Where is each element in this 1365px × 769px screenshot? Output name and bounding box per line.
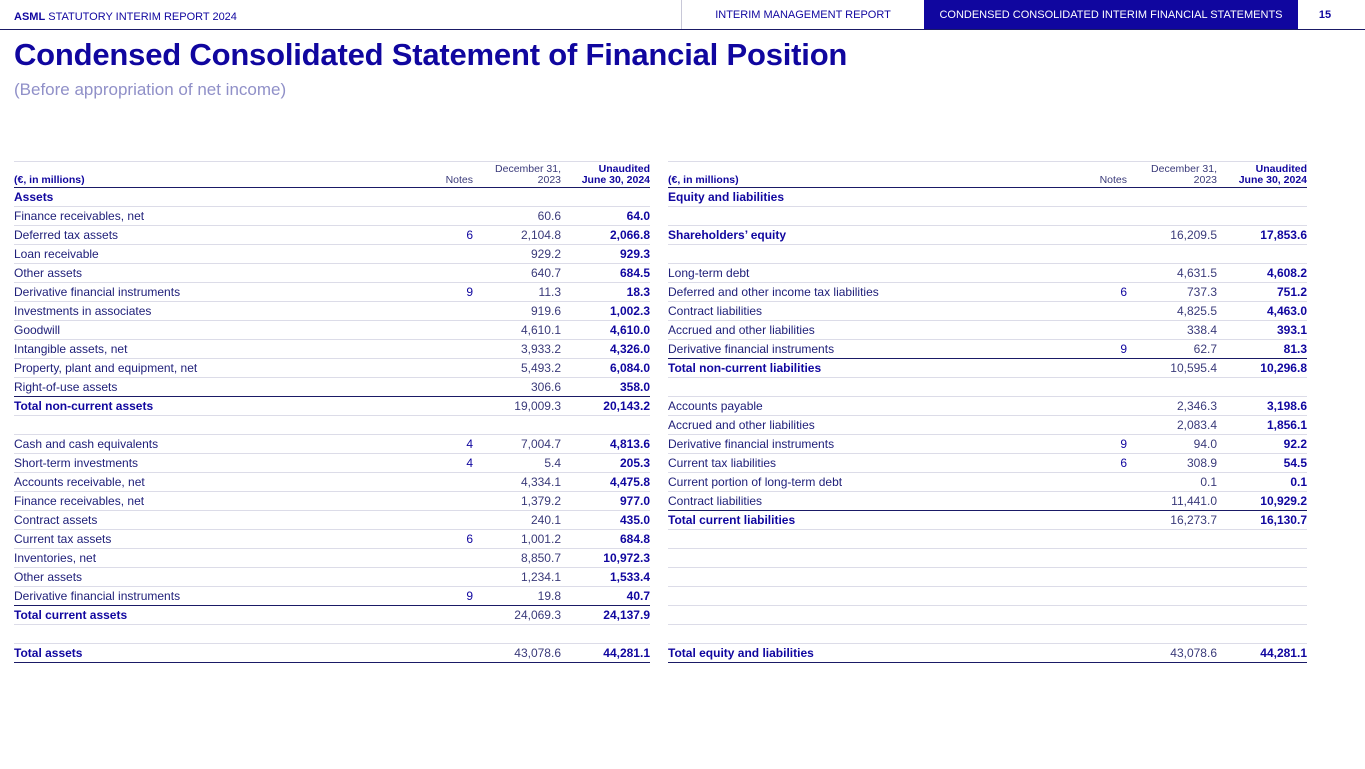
- total-row: [14, 397, 650, 416]
- spacer-row: [668, 606, 1307, 625]
- row-value-jun-2024: [1217, 530, 1307, 549]
- row-value-dec-2023: 16,273.7: [1127, 511, 1217, 530]
- table-row: [668, 435, 1307, 454]
- row-notes: [1058, 530, 1127, 549]
- row-label: [668, 245, 1058, 264]
- row-label: Shareholders’ equity: [668, 226, 1058, 245]
- spacer-row: [668, 207, 1307, 226]
- row-label: Total assets: [14, 644, 404, 663]
- table-row: [14, 473, 650, 492]
- row-notes: 9: [404, 587, 473, 606]
- row-value-dec-2023: 1,001.2: [473, 530, 561, 549]
- row-label: [668, 549, 1058, 568]
- spacer-row: [668, 245, 1307, 264]
- brand-name: ASML: [14, 11, 46, 23]
- row-label: [668, 606, 1058, 625]
- row-value-dec-2023: [473, 188, 561, 207]
- row-value-dec-2023: [1127, 530, 1217, 549]
- row-value-dec-2023: 0.1: [1127, 473, 1217, 492]
- row-notes: [404, 359, 473, 378]
- row-notes: [404, 188, 473, 207]
- row-value-jun-2024: 16,130.7: [1217, 511, 1307, 530]
- table-row: [14, 378, 650, 397]
- row-notes: [1058, 606, 1127, 625]
- row-notes: [404, 606, 473, 625]
- row-value-jun-2024: 10,929.2: [1217, 492, 1307, 511]
- row-notes: [404, 473, 473, 492]
- row-value-dec-2023: 2,104.8: [473, 226, 561, 245]
- table-row: [668, 473, 1307, 492]
- row-value-dec-2023: 4,334.1: [473, 473, 561, 492]
- row-notes: 9: [1058, 340, 1127, 359]
- row-label: Deferred and other income tax liabilities: [668, 283, 1058, 302]
- row-notes: [404, 397, 473, 416]
- table-row: [14, 207, 650, 226]
- section-header-row: [14, 188, 650, 207]
- row-notes: [1058, 492, 1127, 511]
- row-value-dec-2023: 94.0: [1127, 435, 1217, 454]
- row-value-dec-2023: 308.9: [1127, 454, 1217, 473]
- row-value-jun-2024: 929.3: [561, 245, 650, 264]
- row-label: Intangible assets, net: [14, 340, 404, 359]
- row-label: [668, 625, 1058, 644]
- row-value-jun-2024: 10,972.3: [561, 549, 650, 568]
- row-notes: [1058, 644, 1127, 663]
- row-notes: [1058, 511, 1127, 530]
- total-row: [668, 511, 1307, 530]
- row-value-dec-2023: [1127, 188, 1217, 207]
- table-row: [14, 359, 650, 378]
- row-label: Accrued and other liabilities: [668, 416, 1058, 435]
- column-header-notes: Notes: [1058, 162, 1127, 188]
- row-notes: [404, 625, 473, 644]
- table-row: [668, 264, 1307, 283]
- row-value-jun-2024: [561, 625, 650, 644]
- row-value-jun-2024: 44,281.1: [561, 644, 650, 663]
- row-value-dec-2023: [1127, 245, 1217, 264]
- row-label: Current portion of long-term debt: [668, 473, 1058, 492]
- row-value-dec-2023: 306.6: [473, 378, 561, 397]
- row-label: Derivative financial instruments: [668, 435, 1058, 454]
- row-value-jun-2024: 18.3: [561, 283, 650, 302]
- row-value-dec-2023: 7,004.7: [473, 435, 561, 454]
- row-notes: [1058, 321, 1127, 340]
- row-notes: [404, 264, 473, 283]
- row-value-dec-2023: 4,825.5: [1127, 302, 1217, 321]
- row-value-jun-2024: 977.0: [561, 492, 650, 511]
- table-row: [668, 283, 1307, 302]
- row-notes: [404, 302, 473, 321]
- table-row: [14, 568, 650, 587]
- column-header-label: (€, in millions): [668, 162, 1058, 188]
- row-value-dec-2023: [1127, 606, 1217, 625]
- row-notes: [404, 416, 473, 435]
- row-notes: [1058, 302, 1127, 321]
- row-value-dec-2023: 60.6: [473, 207, 561, 226]
- row-notes: [1058, 416, 1127, 435]
- row-label: [14, 416, 404, 435]
- row-value-jun-2024: 0.1: [1217, 473, 1307, 492]
- row-label: Current tax liabilities: [668, 454, 1058, 473]
- row-value-dec-2023: 1,234.1: [473, 568, 561, 587]
- row-label: [14, 625, 404, 644]
- row-value-dec-2023: [1127, 378, 1217, 397]
- row-label: Short-term investments: [14, 454, 404, 473]
- row-value-jun-2024: [1217, 378, 1307, 397]
- spacer-row: [668, 549, 1307, 568]
- row-label: Property, plant and equipment, net: [14, 359, 404, 378]
- column-header-jun-2024: Unaudited June 30, 2024: [561, 162, 650, 188]
- total-row: [14, 606, 650, 625]
- row-value-dec-2023: 62.7: [1127, 340, 1217, 359]
- row-value-jun-2024: 44,281.1: [1217, 644, 1307, 663]
- spacer-row: [14, 625, 650, 644]
- report-name: STATUTORY INTERIM REPORT 2024: [48, 11, 237, 23]
- row-label: Derivative financial instruments: [14, 283, 404, 302]
- row-value-jun-2024: 64.0: [561, 207, 650, 226]
- row-value-jun-2024: [1217, 188, 1307, 207]
- spacer-row: [668, 378, 1307, 397]
- table-row: [14, 302, 650, 321]
- row-notes: [1058, 549, 1127, 568]
- spacer-row: [668, 568, 1307, 587]
- row-label: Equity and liabilities: [668, 188, 1058, 207]
- row-label: Derivative financial instruments: [14, 587, 404, 606]
- row-value-jun-2024: 20,143.2: [561, 397, 650, 416]
- row-value-jun-2024: [1217, 568, 1307, 587]
- table-row: [668, 340, 1307, 359]
- table-row: [14, 530, 650, 549]
- row-label: Other assets: [14, 264, 404, 283]
- table-row: [14, 321, 650, 340]
- table-row: [14, 492, 650, 511]
- table-row: [668, 416, 1307, 435]
- liabilities-header-row: [668, 162, 1307, 188]
- row-value-jun-2024: [1217, 606, 1307, 625]
- row-label: Other assets: [14, 568, 404, 587]
- row-notes: [1058, 359, 1127, 378]
- row-value-jun-2024: 4,475.8: [561, 473, 650, 492]
- row-value-dec-2023: 24,069.3: [473, 606, 561, 625]
- row-value-jun-2024: 92.2: [1217, 435, 1307, 454]
- row-label: Finance receivables, net: [14, 492, 404, 511]
- column-header-jun-2024: Unaudited June 30, 2024: [1217, 162, 1307, 188]
- row-value-jun-2024: [1217, 245, 1307, 264]
- row-label: Inventories, net: [14, 549, 404, 568]
- assets-header-row: [14, 162, 650, 188]
- row-value-jun-2024: 684.8: [561, 530, 650, 549]
- row-label: Derivative financial instruments: [668, 340, 1058, 359]
- row-label: Contract liabilities: [668, 302, 1058, 321]
- row-notes: [1058, 587, 1127, 606]
- row-value-jun-2024: 3,198.6: [1217, 397, 1307, 416]
- row-label: Total non-current liabilities: [668, 359, 1058, 378]
- row-label: Accounts receivable, net: [14, 473, 404, 492]
- row-value-dec-2023: 16,209.5: [1127, 226, 1217, 245]
- row-value-dec-2023: 929.2: [473, 245, 561, 264]
- table-row: [668, 454, 1307, 473]
- row-value-dec-2023: 43,078.6: [1127, 644, 1217, 663]
- column-header-label: (€, in millions): [14, 162, 404, 188]
- table-row: [14, 245, 650, 264]
- row-value-jun-2024: 54.5: [1217, 454, 1307, 473]
- row-value-dec-2023: 737.3: [1127, 283, 1217, 302]
- row-label: Total equity and liabilities: [668, 644, 1058, 663]
- page-number: 15: [1318, 8, 1332, 21]
- row-value-dec-2023: [1127, 625, 1217, 644]
- spacer-row: [668, 587, 1307, 606]
- row-value-jun-2024: [1217, 625, 1307, 644]
- row-label: [668, 568, 1058, 587]
- row-value-jun-2024: 1,856.1: [1217, 416, 1307, 435]
- row-notes: 6: [404, 530, 473, 549]
- row-value-jun-2024: 4,326.0: [561, 340, 650, 359]
- row-label: Current tax assets: [14, 530, 404, 549]
- row-value-jun-2024: 4,610.0: [561, 321, 650, 340]
- table-row: [14, 454, 650, 473]
- row-notes: [404, 340, 473, 359]
- row-notes: 9: [1058, 435, 1127, 454]
- row-value-dec-2023: [1127, 587, 1217, 606]
- row-label: Contract liabilities: [668, 492, 1058, 511]
- row-notes: [1058, 226, 1127, 245]
- row-label: Accrued and other liabilities: [668, 321, 1058, 340]
- row-value-jun-2024: [1217, 587, 1307, 606]
- row-label: Accounts payable: [668, 397, 1058, 416]
- row-notes: [1058, 473, 1127, 492]
- row-value-dec-2023: 640.7: [473, 264, 561, 283]
- row-label: Deferred tax assets: [14, 226, 404, 245]
- row-value-dec-2023: [1127, 207, 1217, 226]
- row-value-jun-2024: 2,066.8: [561, 226, 650, 245]
- row-value-dec-2023: 3,933.2: [473, 340, 561, 359]
- table-row: [14, 511, 650, 530]
- row-value-dec-2023: 240.1: [473, 511, 561, 530]
- row-value-jun-2024: 358.0: [561, 378, 650, 397]
- row-value-dec-2023: 1,379.2: [473, 492, 561, 511]
- row-value-dec-2023: 19.8: [473, 587, 561, 606]
- row-value-jun-2024: 17,853.6: [1217, 226, 1307, 245]
- row-label: Total non-current assets: [14, 397, 404, 416]
- row-notes: [1058, 397, 1127, 416]
- row-value-jun-2024: 684.5: [561, 264, 650, 283]
- row-value-dec-2023: [1127, 549, 1217, 568]
- row-value-jun-2024: 24,137.9: [561, 606, 650, 625]
- row-label: Contract assets: [14, 511, 404, 530]
- row-value-dec-2023: [473, 416, 561, 435]
- row-value-dec-2023: 5.4: [473, 454, 561, 473]
- table-row: [668, 302, 1307, 321]
- row-value-jun-2024: 393.1: [1217, 321, 1307, 340]
- row-value-dec-2023: 2,346.3: [1127, 397, 1217, 416]
- table-row: [14, 435, 650, 454]
- table-row: [668, 321, 1307, 340]
- row-notes: 9: [404, 283, 473, 302]
- row-value-jun-2024: 435.0: [561, 511, 650, 530]
- row-value-jun-2024: 10,296.8: [1217, 359, 1307, 378]
- row-notes: [404, 492, 473, 511]
- spacer-row: [668, 625, 1307, 644]
- row-notes: 6: [1058, 283, 1127, 302]
- row-notes: [1058, 207, 1127, 226]
- row-label: Total current liabilities: [668, 511, 1058, 530]
- row-value-jun-2024: 1,533.4: [561, 568, 650, 587]
- row-value-dec-2023: [1127, 568, 1217, 587]
- row-notes: [404, 207, 473, 226]
- row-value-jun-2024: 4,608.2: [1217, 264, 1307, 283]
- row-label: Assets: [14, 188, 404, 207]
- row-value-dec-2023: 19,009.3: [473, 397, 561, 416]
- total-row: [668, 226, 1307, 245]
- row-value-dec-2023: 919.6: [473, 302, 561, 321]
- row-notes: 4: [404, 454, 473, 473]
- row-label: [668, 207, 1058, 226]
- row-value-dec-2023: 5,493.2: [473, 359, 561, 378]
- row-notes: [404, 321, 473, 340]
- row-notes: [1058, 378, 1127, 397]
- row-value-dec-2023: 4,631.5: [1127, 264, 1217, 283]
- tab-financial-statements[interactable]: CONDENSED CONSOLIDATED INTERIM FINANCIAL STATEMENTS: [924, 0, 1298, 29]
- top-navigation-bar: [0, 0, 1365, 30]
- table-row: [14, 549, 650, 568]
- column-header-dec-2023: December 31, 2023: [473, 162, 561, 188]
- row-value-jun-2024: 4,813.6: [561, 435, 650, 454]
- row-value-dec-2023: 43,078.6: [473, 644, 561, 663]
- row-value-dec-2023: 10,595.4: [1127, 359, 1217, 378]
- section-header-row: [668, 188, 1307, 207]
- row-label: Cash and cash equivalents: [14, 435, 404, 454]
- row-value-dec-2023: 11,441.0: [1127, 492, 1217, 511]
- row-notes: [404, 644, 473, 663]
- row-value-jun-2024: [561, 188, 650, 207]
- row-value-dec-2023: 8,850.7: [473, 549, 561, 568]
- row-notes: [404, 245, 473, 264]
- table-row: [14, 587, 650, 606]
- table-row: [668, 397, 1307, 416]
- row-value-dec-2023: [473, 625, 561, 644]
- row-label: Total current assets: [14, 606, 404, 625]
- row-label: Right-of-use assets: [14, 378, 404, 397]
- row-notes: [404, 378, 473, 397]
- row-value-jun-2024: [1217, 207, 1307, 226]
- row-value-jun-2024: 81.3: [1217, 340, 1307, 359]
- row-label: [668, 530, 1058, 549]
- equity-liabilities-table: [668, 161, 1307, 663]
- row-notes: [1058, 245, 1127, 264]
- spacer-row: [668, 530, 1307, 549]
- row-value-jun-2024: 205.3: [561, 454, 650, 473]
- row-label: [668, 587, 1058, 606]
- row-value-jun-2024: [1217, 549, 1307, 568]
- column-header-dec-2023: December 31, 2023: [1127, 162, 1217, 188]
- assets-table: [14, 161, 650, 663]
- row-label: Finance receivables, net: [14, 207, 404, 226]
- column-header-notes: Notes: [404, 162, 473, 188]
- report-brand: [14, 11, 237, 23]
- row-notes: [1058, 264, 1127, 283]
- spacer-row: [14, 416, 650, 435]
- page-title: Condensed Consolidated Statement of Financial Position: [14, 37, 848, 72]
- row-value-jun-2024: 40.7: [561, 587, 650, 606]
- row-notes: [404, 568, 473, 587]
- row-notes: 6: [1058, 454, 1127, 473]
- total-row: [668, 644, 1307, 663]
- row-value-dec-2023: 338.4: [1127, 321, 1217, 340]
- row-value-dec-2023: 2,083.4: [1127, 416, 1217, 435]
- row-notes: 4: [404, 435, 473, 454]
- row-label: Investments in associates: [14, 302, 404, 321]
- table-row: [14, 340, 650, 359]
- row-label: [668, 378, 1058, 397]
- table-row: [14, 264, 650, 283]
- row-label: Long-term debt: [668, 264, 1058, 283]
- table-row: [14, 283, 650, 302]
- row-notes: [404, 511, 473, 530]
- row-notes: [404, 549, 473, 568]
- row-value-jun-2024: 6,084.0: [561, 359, 650, 378]
- row-notes: [1058, 625, 1127, 644]
- row-label: Loan receivable: [14, 245, 404, 264]
- row-value-dec-2023: 11.3: [473, 283, 561, 302]
- row-value-jun-2024: 4,463.0: [1217, 302, 1307, 321]
- row-label: Goodwill: [14, 321, 404, 340]
- total-row: [668, 359, 1307, 378]
- total-row: [14, 644, 650, 663]
- row-notes: [1058, 568, 1127, 587]
- row-value-jun-2024: 1,002.3: [561, 302, 650, 321]
- tab-interim-management-report[interactable]: INTERIM MANAGEMENT REPORT: [715, 8, 891, 21]
- row-value-jun-2024: 751.2: [1217, 283, 1307, 302]
- row-notes: [1058, 188, 1127, 207]
- row-value-jun-2024: [561, 416, 650, 435]
- row-value-dec-2023: 4,610.1: [473, 321, 561, 340]
- row-notes: 6: [404, 226, 473, 245]
- table-row: [14, 226, 650, 245]
- table-row: [668, 492, 1307, 511]
- page-subtitle: (Before appropriation of net income): [14, 80, 287, 99]
